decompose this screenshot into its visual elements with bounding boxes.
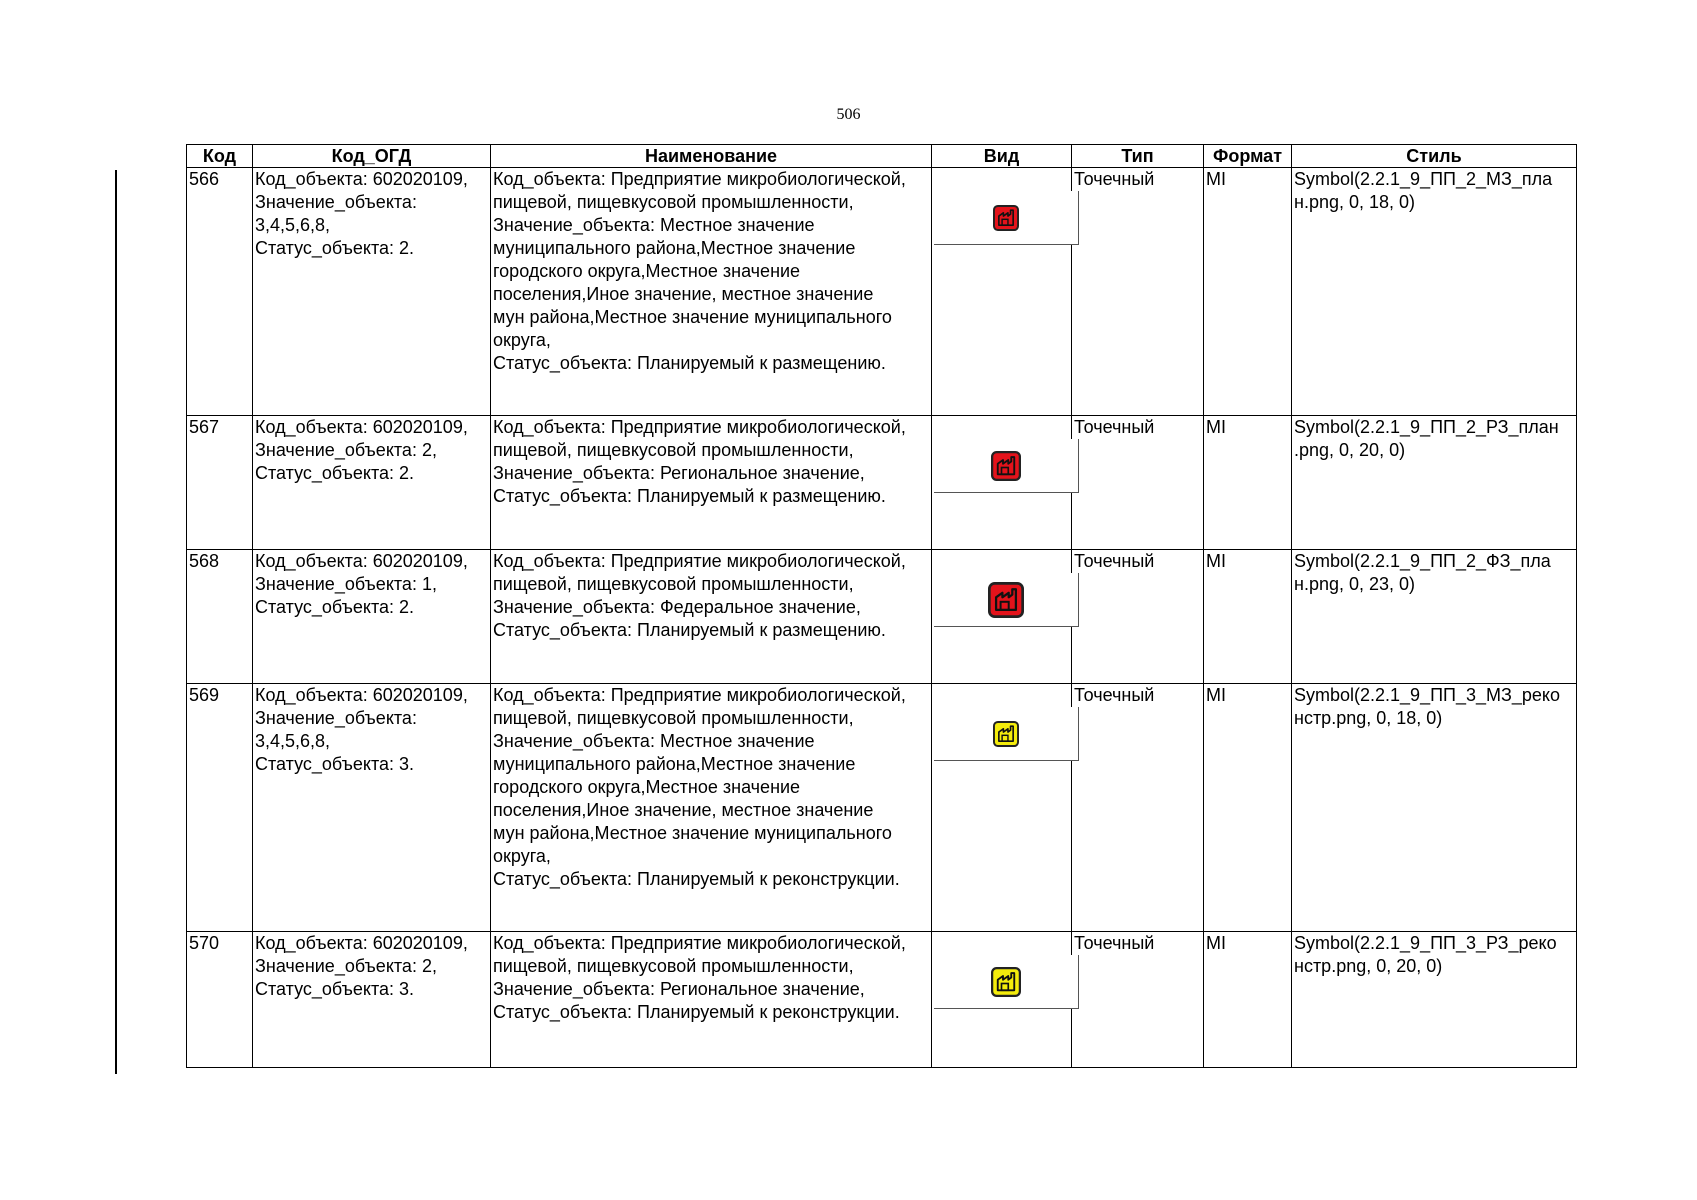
row-ogd: Код_объекта: 602020109, Значение_объекта: 2, Статус_объекта: 2. xyxy=(253,416,491,550)
row-code: 568 xyxy=(187,550,253,684)
row-name: Код_объекта: Предприятие микробиологической, пищевой, пищевкусовой промышленности, Значение_объекта: Региональное значение, Статус_объекта: Планируемый к реконструкции. xyxy=(491,932,932,1068)
margin-line xyxy=(115,170,117,1074)
table-row xyxy=(187,168,1577,416)
row-code: 569 xyxy=(187,684,253,932)
symbol-swatch xyxy=(934,573,1079,627)
row-type: Точечный xyxy=(1072,168,1204,416)
header-code: Код xyxy=(187,145,253,168)
row-ogd: Код_объекта: 602020109, Значение_объекта: 3,4,5,6,8, Статус_объекта: 3. xyxy=(253,684,491,932)
row-ogd: Код_объекта: 602020109, Значение_объекта: 2, Статус_объекта: 3. xyxy=(253,932,491,1068)
row-style: Symbol(2.2.1_9_ПП_2_ФЗ_пла н.png, 0, 23, 0) xyxy=(1292,550,1577,684)
row-code: 570 xyxy=(187,932,253,1068)
row-code: 566 xyxy=(187,168,253,416)
row-format: MI xyxy=(1204,550,1292,684)
symbol-swatch xyxy=(934,955,1079,1009)
table-row xyxy=(187,932,1577,1068)
row-view xyxy=(932,932,1072,1068)
symbol-swatch xyxy=(934,191,1079,245)
row-name: Код_объекта: Предприятие микробиологической, пищевой, пищевкусовой промышленности, Значение_объекта: Местное значение муниципального района,Местное значение городского округа,Местное значение поселения,Иное значение, местное значение мун района,Местное значение муниципального округа, Статус_объекта: Планируемый к реконструкции. xyxy=(491,684,932,932)
row-name: Код_объекта: Предприятие микробиологической, пищевой, пищевкусовой промышленности, Значение_объекта: Региональное значение, Статус_объекта: Планируемый к размещению. xyxy=(491,416,932,550)
row-code: 567 xyxy=(187,416,253,550)
row-format: MI xyxy=(1204,932,1292,1068)
symbol-registry-table xyxy=(186,144,1577,1068)
symbol-swatch xyxy=(934,439,1079,493)
factory-yellow-medium-icon xyxy=(991,967,1021,997)
table-row xyxy=(187,684,1577,932)
table-row xyxy=(187,550,1577,684)
row-name: Код_объекта: Предприятие микробиологической, пищевой, пищевкусовой промышленности, Значение_объекта: Местное значение муниципального района,Местное значение городского округа,Местное значение поселения,Иное значение, местное значение мун района,Местное значение муниципального округа, Статус_объекта: Планируемый к размещению. xyxy=(491,168,932,416)
header-style: Стиль xyxy=(1292,145,1577,168)
row-style: Symbol(2.2.1_9_ПП_2_РЗ_план .png, 0, 20, 0) xyxy=(1292,416,1577,550)
row-type: Точечный xyxy=(1072,550,1204,684)
factory-red-medium-icon xyxy=(991,451,1021,481)
factory-red-small-icon xyxy=(993,205,1019,231)
row-name: Код_объекта: Предприятие микробиологической, пищевой, пищевкусовой промышленности, Значение_объекта: Федеральное значение, Статус_объекта: Планируемый к размещению. xyxy=(491,550,932,684)
row-view xyxy=(932,168,1072,416)
row-style: Symbol(2.2.1_9_ПП_2_МЗ_пла н.png, 0, 18, 0) xyxy=(1292,168,1577,416)
symbol-swatch xyxy=(934,707,1079,761)
page-number: 506 xyxy=(836,106,861,123)
header-name: Наименование xyxy=(491,145,932,168)
row-view xyxy=(932,550,1072,684)
row-view xyxy=(932,416,1072,550)
header-ogd: Код_ОГД xyxy=(253,145,491,168)
row-format: MI xyxy=(1204,416,1292,550)
row-format: MI xyxy=(1204,684,1292,932)
row-ogd: Код_объекта: 602020109, Значение_объекта: 1, Статус_объекта: 2. xyxy=(253,550,491,684)
row-style: Symbol(2.2.1_9_ПП_3_МЗ_реко нстр.png, 0, 18, 0) xyxy=(1292,684,1577,932)
header-type: Тип xyxy=(1072,145,1204,168)
factory-red-large-icon xyxy=(988,582,1024,618)
row-type: Точечный xyxy=(1072,416,1204,550)
row-view xyxy=(932,684,1072,932)
row-format: MI xyxy=(1204,168,1292,416)
header-format: Формат xyxy=(1204,145,1292,168)
row-style: Symbol(2.2.1_9_ПП_3_РЗ_реко нстр.png, 0, 20, 0) xyxy=(1292,932,1577,1068)
row-type: Точечный xyxy=(1072,684,1204,932)
header-view: Вид xyxy=(932,145,1072,168)
factory-yellow-small-icon xyxy=(993,721,1019,747)
row-type: Точечный xyxy=(1072,932,1204,1068)
row-ogd: Код_объекта: 602020109, Значение_объекта: 3,4,5,6,8, Статус_объекта: 2. xyxy=(253,168,491,416)
table-header-row xyxy=(187,145,1577,168)
table-row xyxy=(187,416,1577,550)
